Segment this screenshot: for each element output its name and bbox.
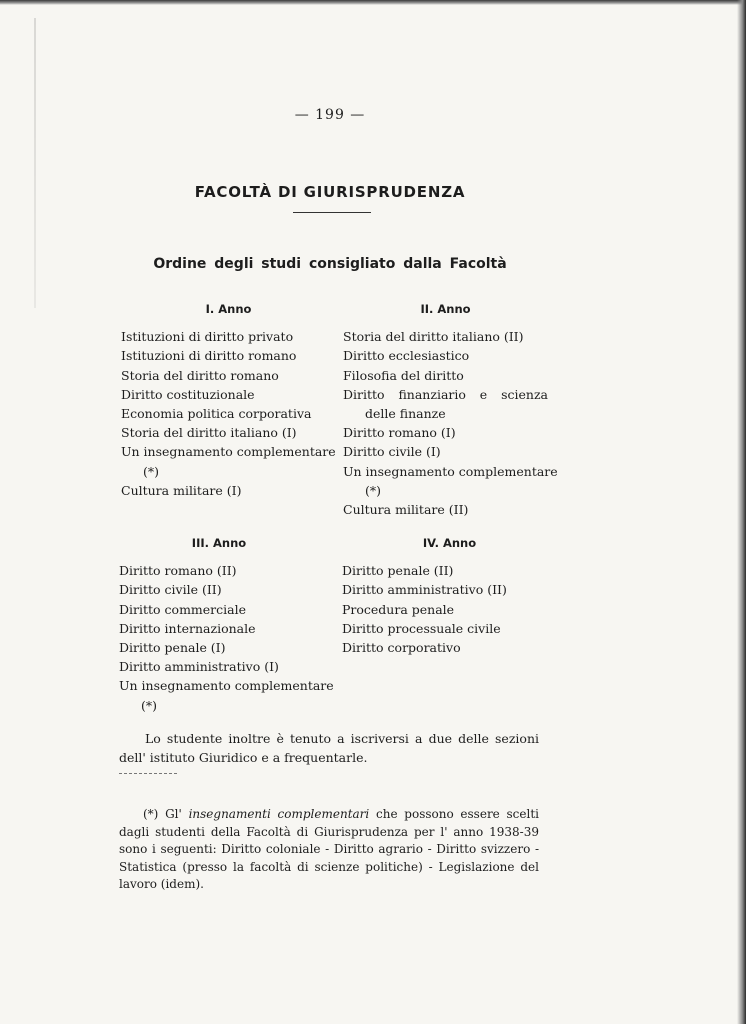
course-item: Un insegnamento complementare (*): [343, 463, 558, 498]
year-2-block: [343, 300, 558, 519]
course-item: Diritto finanziario e scienza delle finanze: [343, 386, 548, 422]
course-item: Diritto processuale civile: [342, 620, 501, 636]
title-divider: [293, 212, 371, 213]
course-item: Storia del diritto italiano (I): [121, 425, 297, 441]
course-item: Filosofia del diritto: [343, 367, 464, 383]
course-item: Cultura militare (II): [343, 502, 469, 518]
footnote-divider: [119, 773, 177, 774]
course-item: Diritto romano (II): [119, 563, 237, 579]
footnote-marker: (*) Gl': [143, 807, 182, 821]
course-item: Istituzioni di diritto romano: [121, 348, 297, 364]
footnote-text: che possono essere scelti dagli studenti della Facoltà di Giurisprudenza per l' anno 1938-39 sono i seguenti: Diritto coloniale - Diritto agrario - Diritto svizzero - Statistica (presso la facoltà di scienze politiche) - Legislazione del lavoro (idem).: [119, 807, 539, 891]
course-item: Un insegnamento complementare (*): [121, 444, 336, 479]
course-item: Diritto penale (I): [119, 640, 226, 656]
course-item: Cultura militare (I): [121, 482, 242, 498]
enrollment-note: Lo studente inoltre è tenuto a iscriversi a due delle sezioni dell' istituto Giuridico e a frequentarle.: [119, 730, 539, 765]
course-item: Diritto civile (II): [119, 582, 222, 598]
course-item: Storia del diritto romano: [121, 367, 279, 383]
scan-edge-top: [0, 0, 746, 5]
course-item: Diritto penale (II): [342, 563, 454, 579]
year-4-block: [342, 534, 557, 657]
course-item: Diritto civile (I): [343, 444, 441, 460]
footnote: [119, 806, 539, 894]
year-3-block: [119, 534, 334, 715]
section-subtitle: Ordine degli studi consigliato dalla Facoltà: [153, 256, 507, 272]
course-item: Diritto romano (I): [343, 425, 456, 441]
footnote-emphasis: insegnamenti complementari: [188, 807, 370, 821]
course-item: Diritto internazionale: [119, 620, 256, 636]
year-4-heading: IV. Anno: [422, 536, 477, 550]
course-item: Istituzioni di diritto privato: [121, 329, 294, 345]
year-2-heading: II. Anno: [420, 302, 471, 316]
year-1-heading: I. Anno: [205, 302, 252, 316]
course-item: Economia politica corporativa: [121, 406, 312, 422]
course-item: Diritto commerciale: [119, 601, 246, 617]
course-item: Diritto amministrativo (I): [119, 659, 279, 675]
course-item: Procedura penale: [342, 601, 455, 617]
course-item: Diritto corporativo: [342, 640, 461, 656]
course-item: Storia del diritto italiano (II): [343, 329, 524, 345]
course-item: Diritto ecclesiastico: [343, 348, 470, 364]
course-item: Un insegnamento complementare (*): [119, 678, 334, 713]
course-item: Diritto costituzionale: [121, 386, 255, 402]
page-number: — 199 —: [294, 107, 366, 123]
year-1-block: [121, 300, 336, 500]
course-item: Diritto amministrativo (II): [342, 582, 507, 598]
page-title: FACOLTÀ DI GIURISPRUDENZA: [194, 183, 466, 201]
scan-edge-right: [737, 0, 746, 1024]
year-3-heading: III. Anno: [191, 536, 247, 550]
